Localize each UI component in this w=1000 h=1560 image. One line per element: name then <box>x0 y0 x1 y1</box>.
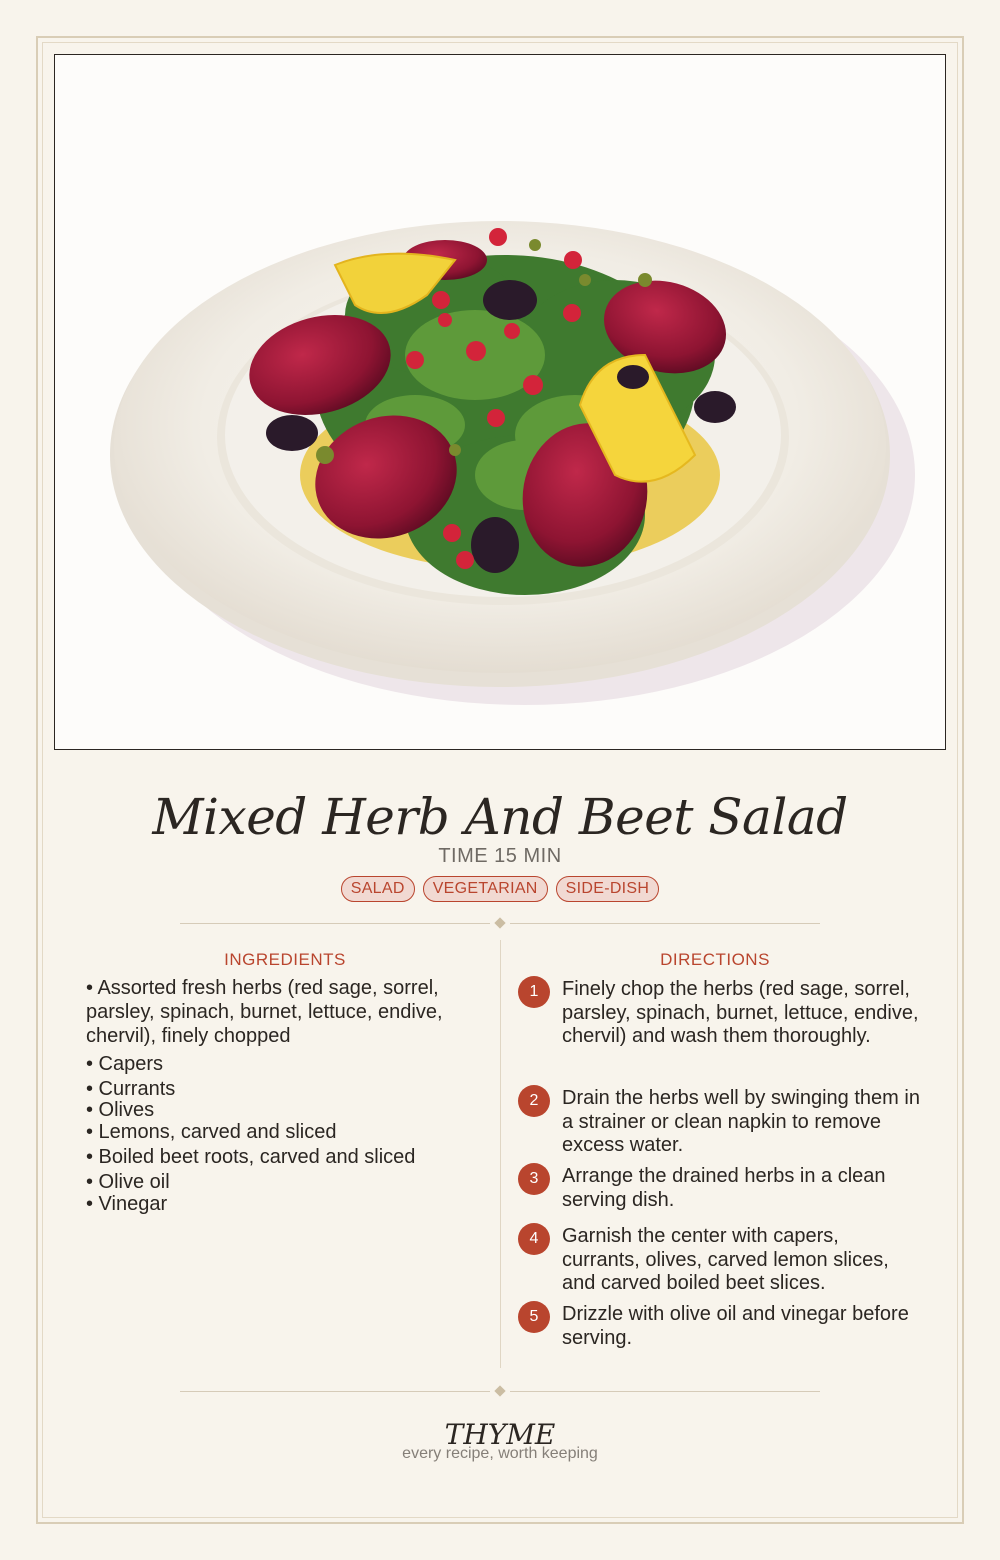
step-text: Garnish the center with capers, currants, olives, carved lemon slices, and carved boiled beet slices. <box>562 1225 889 1294</box>
ingredient-item: • Boiled beet roots, carved and sliced <box>86 1146 416 1168</box>
ingredient-item: • Olives <box>86 1099 155 1121</box>
step-number-badge: 2 <box>518 1085 550 1117</box>
ingredient-item: • Capers <box>86 1053 164 1075</box>
ingredient-item: • Vinegar <box>86 1193 168 1215</box>
recipe-title: Mixed Herb And Beet Salad <box>152 788 848 846</box>
cook-time: TIME 15 MIN <box>438 845 562 867</box>
tag-list <box>0 876 1000 902</box>
ingredients-heading: INGREDIENTS <box>224 950 346 969</box>
step-number-badge: 5 <box>518 1301 550 1333</box>
ingredient-item: • Lemons, carved and sliced <box>86 1121 337 1143</box>
step-text: Finely chop the herbs (red sage, sorrel, parsley, spinach, burnet, lettuce, endive, chervil) and wash them thoroughly. <box>562 978 919 1047</box>
diamond-ornament-icon <box>494 917 505 928</box>
brand-tagline: every recipe, worth keeping <box>402 1445 598 1462</box>
step-text: Drizzle with olive oil and vinegar before serving. <box>562 1303 909 1349</box>
ingredient-item: • Assorted fresh herbs (red sage, sorrel, parsley, spinach, burnet, lettuce, endive, chervil), finely chopped <box>86 977 443 1047</box>
step-text: Arrange the drained herbs in a clean serving dish. <box>562 1165 886 1211</box>
section-divider-top <box>180 918 820 930</box>
directions-heading: DIRECTIONS <box>660 950 770 969</box>
tag-side-dish[interactable]: SIDE-DISH <box>556 876 660 902</box>
step-number-badge: 4 <box>518 1223 550 1255</box>
tag-salad[interactable]: SALAD <box>341 876 415 902</box>
ingredient-item: • Olive oil <box>86 1171 170 1193</box>
recipe-illustration <box>54 54 946 750</box>
step-number-badge: 1 <box>518 976 550 1008</box>
step-number-badge: 3 <box>518 1163 550 1195</box>
diamond-ornament-icon <box>494 1385 505 1396</box>
ingredient-item: • Currants <box>86 1078 176 1100</box>
column-separator <box>500 940 501 1368</box>
step-text: Drain the herbs well by swinging them in a strainer or clean napkin to remove excess water. <box>562 1087 920 1156</box>
brand-logo: THYME <box>444 1418 556 1451</box>
section-divider-bottom <box>180 1386 820 1398</box>
tag-vegetarian[interactable]: VEGETARIAN <box>423 876 548 902</box>
